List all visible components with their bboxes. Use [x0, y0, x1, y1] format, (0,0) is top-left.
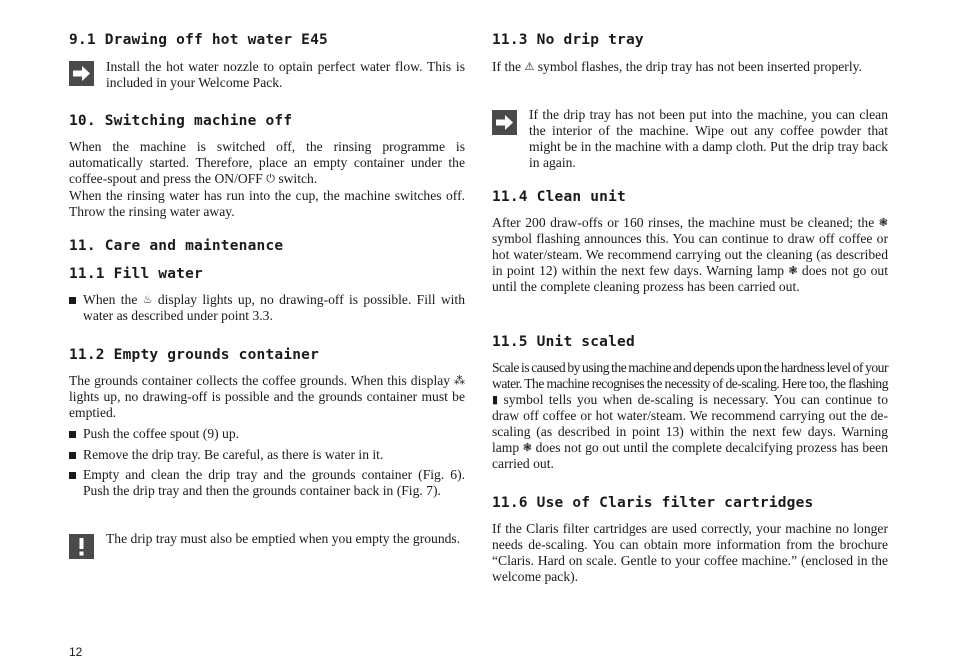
clean-icon: ❃ [878, 217, 888, 229]
note-hot-water-nozzle: Install the hot water nozzle to optain perfect water flow. This is included in your Welcome Pack. [106, 59, 465, 90]
paragraph-clean-unit: After 200 draw-offs or 160 rinses, the machine must be cleaned; the ❃ symbol flashing announces this. You can continue to draw off coffee or hot water/steam. We recommend carrying out the cleaning (as described in point 12) within the next few days. Warning lamp ❃ does not go out until the complete cleaning prozess has been carried out. [492, 215, 889, 294]
heading-11-4: 11.4 Clean unit [492, 189, 626, 205]
right-arrow-icon [69, 61, 94, 86]
clean-icon: ❃ [788, 265, 798, 277]
heading-11-2: 11.2 Empty grounds container [69, 347, 320, 363]
paragraph-no-drip-tray: If the ⚠ symbol flashes, the drip tray has not been inserted properly. [492, 59, 862, 74]
bullet-remove-tray: Remove the drip tray. Be careful, as there is water in it. [83, 447, 384, 462]
heading-11-6: 11.6 Use of Claris filter cartridges [492, 495, 814, 511]
note-clean-interior: If the drip tray has not been put into the machine, you can clean the interior of the machine. Wipe out any coffee powder that might be in the machine with a damp cloth. Put the drip tray back in again. [529, 107, 888, 170]
paragraph-unit-scaled: Scale is caused by using the machine and depends upon the hardness level of your water. The machine recognises the necessity of de-scaling. Here too, the flashing ▮ symbol tells you when de-scaling is necessary. You can continue to draw off coffee or hot water/steam. We recommend carrying out the de-scaling (as described in point 13) within the next few days. Warning lamp ❃ does not go out until the complete decalcifying prozess has been carried out. [492, 360, 889, 471]
heading-9-1: 9.1 Drawing off hot water E45 [69, 32, 328, 48]
exclamation-icon [69, 534, 94, 559]
scale-icon: ❃ [522, 442, 533, 454]
scale-icon: ▮ [492, 394, 499, 406]
heading-11: 11. Care and maintenance [69, 238, 284, 254]
paragraph-switch-off-1: When the machine is switched off, the rinsing programme is automatically started. Therefore, place an empty container under the coffee-spout and press the ON/OFF ⏻ switch. [69, 139, 465, 186]
right-arrow-icon [492, 110, 517, 135]
heading-11-5: 11.5 Unit scaled [492, 334, 635, 350]
warning-drip-tray: The drip tray must also be emptied when you empty the grounds. [106, 531, 461, 546]
bullet-push-spout: Push the coffee spout (9) up. [83, 426, 240, 441]
bullet-square [69, 472, 76, 479]
bullet-fill-water: When the ♨ display lights up, no drawing-off is possible. Fill with water as described under point 3.3. [83, 292, 465, 323]
heading-11-1: 11.1 Fill water [69, 266, 203, 282]
bullet-empty-clean: Empty and clean the drip tray and the grounds container (Fig. 6). Push the drip tray and then the grounds container back in (Fig. 7). [83, 467, 465, 498]
heading-11-3: 11.3 No drip tray [492, 32, 644, 48]
bullet-square [69, 431, 76, 438]
page-number: 12 [69, 645, 83, 659]
paragraph-grounds: The grounds container collects the coffee grounds. When this display ⁂ lights up, no drawing-off is possible and the grounds container must be emptied. [69, 373, 465, 420]
power-icon: ⏻ [266, 173, 275, 185]
grounds-icon: ⁂ [454, 375, 465, 387]
paragraph-claris: If the Claris filter cartridges are used correctly, your machine no longer needs de-scaling. You can obtain more information from the brochure “Claris. Hard on scale. Gentle to your coffee machine.” (enclosed in the welcome pack). [492, 521, 888, 584]
drip-tray-icon: ⚠ [524, 61, 535, 73]
paragraph-switch-off-2: When the rinsing water has run into the cup, the machine switches off. Throw the rinsing water away. [69, 188, 465, 219]
heading-10: 10. Switching machine off [69, 113, 293, 129]
water-tap-icon: ♨ [142, 294, 153, 306]
bullet-square [69, 297, 76, 304]
bullet-square [69, 452, 76, 459]
